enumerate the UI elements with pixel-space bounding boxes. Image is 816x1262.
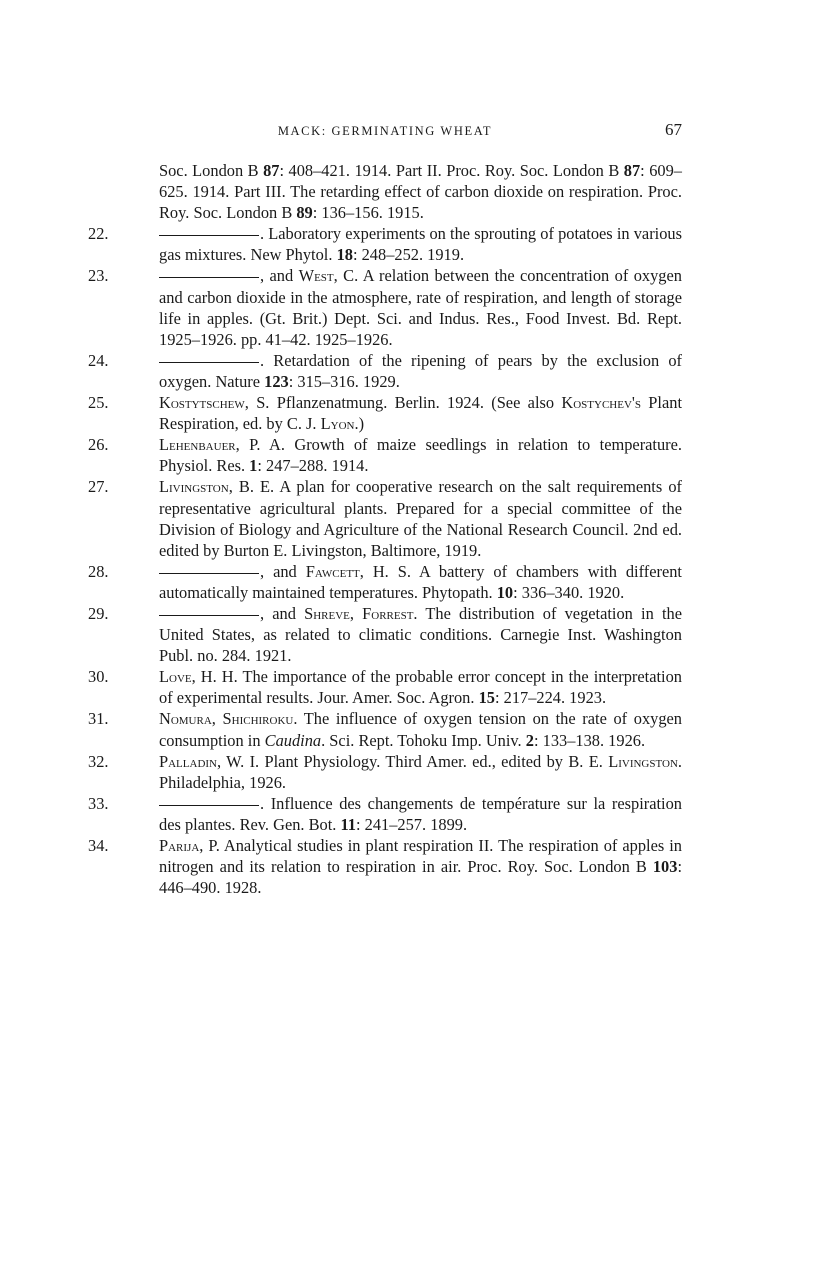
reference-27: 27. Livingston, B. E. A plan for cooperative research on the salt requirements of representative agricultural plants. Prepared for a special committee of the Division of Biology and Agriculture of the National Research Council. 2nd ed. edited by Burton E. Livingston, Baltimore, 1919.	[88, 477, 682, 560]
reference-25: 25. Kostytschew, S. Pflanzenatmung. Berlin. 1924. (See also Kostychev's Plant Respiration, ed. by C. J. Lyon.)	[88, 393, 682, 434]
reference-24: 24. . Retardation of the ripening of pears by the exclusion of oxygen. Nature 123: 315–316. 1929.	[88, 350, 682, 391]
reference-28: 28. , and Fawcett, H. S. A battery of chambers with different automatically maintained temperatures. Phytopath. 10: 336–340. 1920.	[88, 561, 682, 602]
ditto-rule	[159, 573, 259, 574]
reference-number: 30.	[88, 667, 109, 687]
reference-continuation: Soc. London B 87: 408–421. 1914. Part II. Proc. Roy. Soc. London B 87: 609–625. 1914. Part III. The retarding effect of carbon dioxide on respiration. Proc. Roy. Soc. London B 89: 136–156. 1915.	[159, 161, 682, 223]
reference-number: 31.	[88, 709, 109, 729]
ditto-rule	[159, 615, 259, 616]
reference-list	[88, 160, 682, 898]
reference-26: 26. Lehenbauer, P. A. Growth of maize seedlings in relation to temperature. Physiol. Res. 1: 247–288. 1914.	[88, 435, 683, 476]
ditto-rule	[159, 235, 259, 236]
running-head	[88, 120, 682, 142]
reference-number: 32.	[88, 751, 109, 771]
reference-number: 22.	[88, 224, 109, 244]
reference-number: 34.	[88, 836, 109, 855]
reference-number: 28.	[88, 561, 109, 581]
reference-34: 34. Parija, P. Analytical studies in plant respiration II. The respiration of apples in nitrogen and its relation to respiration in air. Proc. Roy. Soc. London B 103: 446–490. 1928.	[88, 836, 682, 898]
running-title: MACK: GERMINATING WHEAT	[277, 124, 493, 138]
ditto-rule	[159, 277, 259, 278]
reference-22: 22. . Laboratory experiments on the sprouting of potatoes in various gas mixtures. New Phytol. 18: 248–252. 1919.	[88, 224, 682, 265]
ditto-rule	[159, 805, 259, 806]
reference-number: 23.	[88, 266, 109, 286]
reference-number: 27.	[88, 477, 109, 497]
reference-30: 30. Love, H. H. The importance of the probable error concept in the interpretation of experimental results. Jour. Amer. Soc. Agron. 15: 217–224. 1923.	[88, 667, 682, 708]
ditto-rule	[159, 362, 259, 363]
reference-31: 31. Nomura, Shichiroku. The influence of oxygen tension on the rate of oxygen consumption in Caudina. Sci. Rept. Tohoku Imp. Univ. 2: 133–138. 1926.	[88, 709, 682, 750]
reference-number: 26.	[88, 435, 109, 455]
reference-number: 33.	[88, 793, 109, 813]
reference-33: 33. . Influence des changements de température sur la respiration des plantes. Rev. Gen. Bot. 11: 241–257. 1899.	[88, 793, 682, 834]
reference-number: 25.	[88, 393, 109, 413]
reference-29: 29. , and Shreve, Forrest. The distribution of vegetation in the United States, as related to climatic conditions. Carnegie Inst. Washington Publ. no. 284. 1921.	[88, 603, 682, 666]
reference-32: 32. Palladin, W. I. Plant Physiology. Third Amer. ed., edited by B. E. Livingston. Philadelphia, 1926.	[88, 751, 683, 792]
reference-number: 24.	[88, 350, 109, 370]
reference-23: 23. , and West, C. A relation between the concentration of oxygen and carbon dioxide in the atmosphere, rate of respiration, and length of storage life in apples. (Gt. Brit.) Dept. Sci. and Indus. Res., Food Invest. Bd. Rept. 1925–1926. pp. 41–42. 1925–1926.	[88, 266, 682, 349]
reference-number: 29.	[88, 603, 109, 623]
page-number: 67	[665, 120, 682, 139]
